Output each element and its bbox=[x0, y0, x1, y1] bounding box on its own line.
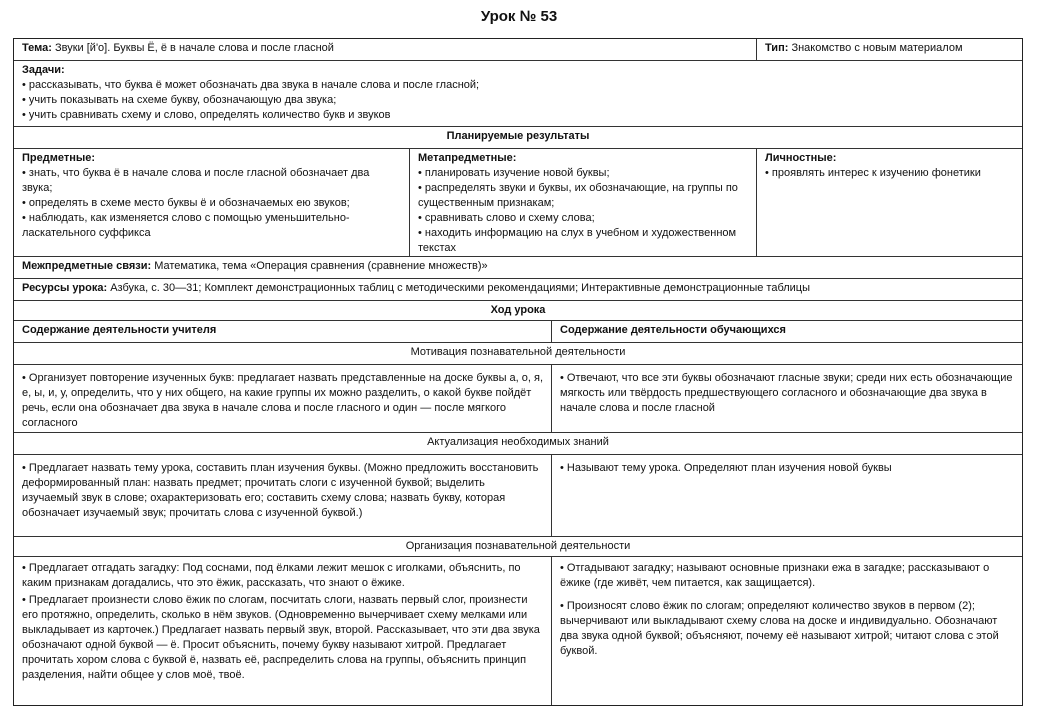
section-title-row bbox=[14, 537, 1022, 557]
list-item: • Предлагает назвать тему урока, составить план изучения буквы. (Можно предложить восстановить деформированный план: назвать предмет; прочитать слоги с изученной буквой; выделить изучаемый звук в слове; охарактеризовать его; составить схему слова; назвать букву, которая обозначает изучаемый звук; прочитать слова с изученной буквой.) bbox=[22, 461, 543, 521]
list-item: • Отгадывают загадку; называют основные признаки ежа в загадке; рассказывают о ёжике (где живёт, чем питается, как защищается). bbox=[560, 561, 1014, 591]
page-title: Урок № 53 bbox=[480, 8, 558, 25]
resources-label: Ресурсы урока: bbox=[22, 282, 108, 294]
list-item: • учить сравнивать схему и слово, определять количество букв и звуков bbox=[22, 108, 1014, 123]
course-heading-row bbox=[14, 301, 1022, 321]
subject-label: Предметные: bbox=[22, 152, 96, 164]
students-column-header: Содержание деятельности обучающихся bbox=[551, 321, 1022, 342]
links-label: Межпредметные связи: bbox=[22, 260, 152, 272]
list-item: • Называют тему урока. Определяют план изучения новой буквы bbox=[560, 461, 1014, 476]
list-item: • Предлагает отгадать загадку: Под соснами, под ёлками лежит мешок с иголками, объяснить, по каким признакам догадались, что это ёжик, рассказать, что знают о ёжике. bbox=[22, 561, 543, 591]
results-heading: Планируемые результаты bbox=[446, 130, 590, 142]
list-item: • сравнивать слово и схему слова; bbox=[418, 211, 748, 226]
teacher-column-header: Содержание деятельности учителя bbox=[22, 324, 217, 336]
meta-label: Метапредметные: bbox=[418, 152, 517, 164]
personal-label: Личностные: bbox=[765, 152, 837, 164]
section-title: Мотивация познавательной деятельности bbox=[410, 346, 626, 358]
section-title: Организация познавательной деятельности bbox=[405, 540, 631, 552]
list-item: • рассказывать, что буква ё может обозначать два звука в начале слова и после гласной; bbox=[22, 78, 1014, 93]
resources-row bbox=[14, 279, 1022, 301]
section-content-row bbox=[14, 365, 1022, 433]
type-text: Знакомство с новым материалом bbox=[791, 42, 963, 54]
tasks-list bbox=[22, 78, 1014, 123]
topic-row bbox=[14, 39, 1022, 61]
list-item: • определять в схеме место буквы ё и обозначаемых ею звуков; bbox=[22, 196, 401, 211]
links-text: Математика, тема «Операция сравнения (сравнение множеств)» bbox=[154, 260, 488, 272]
list-item: • Предлагает произнести слово ёжик по слогам, посчитать слоги, назвать первый слог, произнести его протяжно, определить, сколько в нём звуков. (Одновременно вычерчивает схему мелками или выкладывает из карточек.) Предлагает назвать первый звук, второй. Рассказывает, что эти два звука обозначают одной буквой — ё. Просит объяснить, почему букву называют хитрой. Предлагает прочитать хором слова с буквой ё, назвать её, распределить слова на группы, объяснить принцип разделения, найти общее у слов моё, твоё. bbox=[22, 593, 543, 683]
topic-text: Звуки [й'о]. Буквы Ё, ё в начале слова и после гласной bbox=[54, 42, 334, 54]
section-content-row bbox=[14, 455, 1022, 537]
topic-label: Тема: bbox=[22, 42, 52, 54]
columns-header-row bbox=[14, 321, 1022, 343]
section-title-row bbox=[14, 343, 1022, 365]
list-item: • Организует повторение изученных букв: предлагает назвать представленные на доске буквы а, о, я, е, ы, и, у, определить, что у них общего, на какие группы их можно разделить, о какой букве пойдёт речь, если она обозначает два звука в начале слова и после гласного и один — после мягкого согласного bbox=[22, 371, 543, 431]
list-item: • Отвечают, что все эти буквы обозначают гласные звуки; среди них есть обозначающие мягкость или твёрдость предшествующего согласного и обозначающие два звука в начале слова и после гласной bbox=[560, 371, 1014, 416]
results-heading-row bbox=[14, 127, 1022, 149]
list-item: • планировать изучение новой буквы; bbox=[418, 166, 748, 181]
list-item: • Произносят слово ёжик по слогам; определяют количество звуков в первом (2); вычерчивают или выкладывают схему слова на доске и индивидуально. Обозначают два звука одной буквой; объясняют, почему её называют хитрой; читают слова с этой буквой. bbox=[560, 599, 1014, 659]
tasks-row bbox=[14, 61, 1022, 127]
section-title: Актуализация необходимых знаний bbox=[427, 436, 609, 448]
list-item: • знать, что буква ё в начале слова и после гласной обозначает два звука; bbox=[22, 166, 401, 196]
list-item: • наблюдать, как изменяется слово с помощью уменьшительно-ласкательного суффикса bbox=[22, 211, 401, 241]
lesson-table bbox=[13, 38, 1023, 706]
tasks-label: Задачи: bbox=[22, 64, 65, 76]
course-heading: Ход урока bbox=[490, 304, 546, 316]
list-item: • учить показывать на схеме букву, обозначающую два звука; bbox=[22, 93, 1014, 108]
list-item: • проявлять интерес к изучению фонетики bbox=[765, 166, 1014, 181]
section-content-row bbox=[14, 557, 1022, 705]
section-title-row bbox=[14, 433, 1022, 455]
results-row bbox=[14, 149, 1022, 257]
resources-text: Азбука, с. 30—31; Комплект демонстрационных таблиц с методическими рекомендациями; Интерактивные демонстрационные таблицы bbox=[110, 282, 811, 294]
list-item: • распределять звуки и буквы, их обозначающие, на группы по существенным признакам; bbox=[418, 181, 748, 211]
type-label: Тип: bbox=[765, 42, 789, 54]
links-row bbox=[14, 257, 1022, 279]
list-item: • находить информацию на слух в учебном и художественном текстах bbox=[418, 226, 748, 256]
